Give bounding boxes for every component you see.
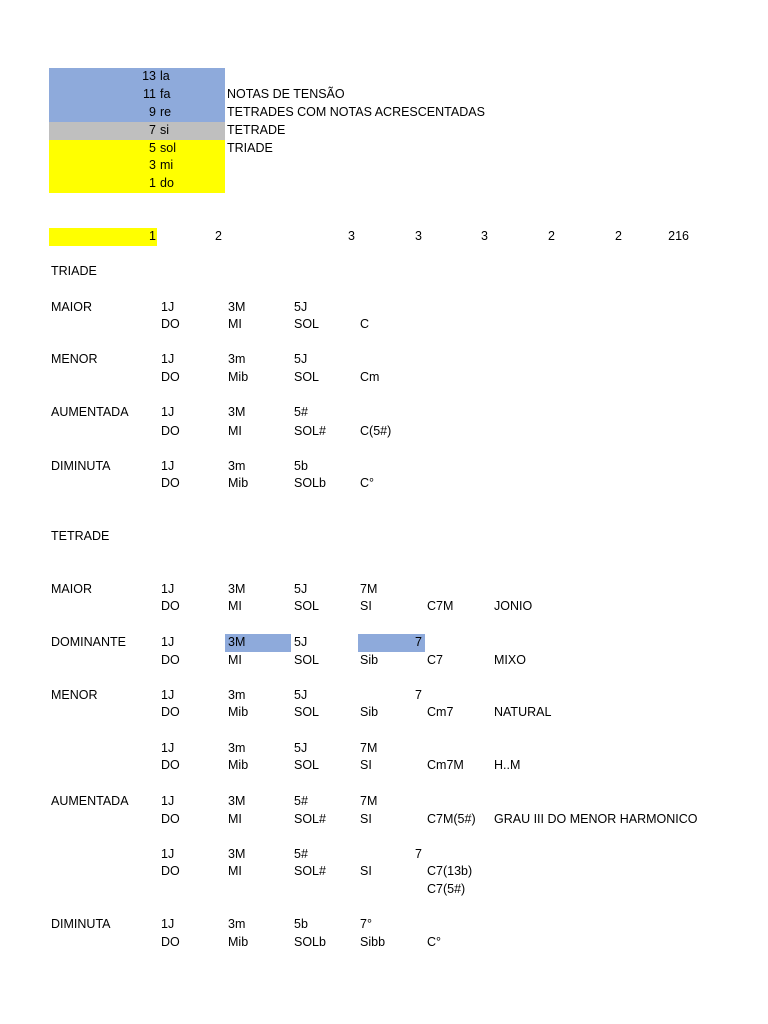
interval-cell: 1J	[161, 352, 175, 366]
number-cell: 1	[149, 229, 156, 243]
note-cell: DO	[161, 599, 180, 613]
chord-name: MAIOR	[51, 582, 92, 596]
interval-cell: 5J	[294, 741, 308, 755]
chord-name: MENOR	[51, 688, 98, 702]
legend-num: 1	[149, 176, 156, 190]
note-cell: DO	[161, 758, 180, 772]
chord-comment: H..M	[494, 758, 521, 772]
interval-cell: 1J	[161, 917, 175, 931]
chord-symbol: C7(13b)	[427, 864, 473, 878]
note-cell: MI	[228, 864, 242, 878]
legend-desc: TETRADES COM NOTAS ACRESCENTADAS	[227, 105, 485, 119]
interval-cell: 1J	[161, 459, 175, 473]
note-cell: DO	[161, 705, 180, 719]
legend-num: 5	[149, 141, 156, 155]
interval-cell: 7	[415, 847, 422, 861]
interval-cell: 3M	[228, 794, 246, 808]
section-heading-triade: TRIADE	[51, 264, 97, 278]
interval-cell: 3M	[228, 582, 246, 596]
chord-symbol: C7	[427, 653, 443, 667]
interval-cell: 5J	[294, 300, 308, 314]
section-heading-tetrade: TETRADE	[51, 529, 110, 543]
legend-num: 11	[143, 87, 156, 101]
note-cell: SOL#	[294, 424, 326, 438]
interval-cell: 3m	[228, 688, 246, 702]
chord-name: AUMENTADA	[51, 405, 129, 419]
chord-name: MAIOR	[51, 300, 92, 314]
number-cell: 2	[615, 229, 622, 243]
interval-cell: 1J	[161, 688, 175, 702]
note-cell: SOL	[294, 370, 320, 384]
interval-cell: 1J	[161, 794, 175, 808]
legend-num: 7	[149, 123, 156, 137]
note-cell: DO	[161, 653, 180, 667]
note-cell: Sib	[360, 653, 379, 667]
note-cell: DO	[161, 370, 180, 384]
note-cell: DO	[161, 317, 180, 331]
chord-symbol: C(5#)	[360, 424, 392, 438]
chord-symbol: Cm7M	[427, 758, 464, 772]
note-cell: SOL	[294, 317, 320, 331]
interval-cell: 7	[415, 688, 422, 702]
chord-comment: MIXO	[494, 653, 526, 667]
interval-cell: 3m	[228, 459, 246, 473]
note-cell: SOLb	[294, 935, 326, 949]
note-cell: Mib	[228, 370, 249, 384]
number-cell: 3	[348, 229, 355, 243]
legend-num: 9	[149, 105, 156, 119]
chord-name: DIMINUTA	[51, 459, 111, 473]
note-cell: SI	[360, 812, 372, 826]
legend-num: 3	[149, 158, 156, 172]
chord-name: DOMINANTE	[51, 635, 126, 649]
chord-comment: JONIO	[494, 599, 533, 613]
number-cell: 3	[481, 229, 488, 243]
note-cell: SOL	[294, 653, 320, 667]
legend-desc: TETRADE	[227, 123, 286, 137]
note-cell: MI	[228, 653, 242, 667]
legend-desc: TRIADE	[227, 141, 273, 155]
legend-note: si	[160, 123, 170, 137]
chord-symbol: Cm7	[427, 705, 454, 719]
note-cell: Mib	[228, 935, 249, 949]
interval-cell: 5#	[294, 405, 308, 419]
note-cell: DO	[161, 935, 180, 949]
chord-name: DIMINUTA	[51, 917, 111, 931]
interval-cell: 1J	[161, 741, 175, 755]
note-cell: SOL	[294, 758, 320, 772]
legend-num: 13	[142, 69, 156, 83]
note-cell: Sib	[360, 705, 379, 719]
note-cell: DO	[161, 812, 180, 826]
chord-name: AUMENTADA	[51, 794, 129, 808]
note-cell: SI	[360, 864, 372, 878]
interval-cell: 7M	[360, 794, 378, 808]
interval-cell: 7M	[360, 582, 378, 596]
note-cell: SOL#	[294, 812, 326, 826]
chord-symbol: C°	[360, 476, 375, 490]
note-cell: DO	[161, 424, 180, 438]
note-cell: SOLb	[294, 476, 326, 490]
legend-note: sol	[160, 141, 176, 155]
chord-comment: NATURAL	[494, 705, 552, 719]
chord-symbol: C7M	[427, 599, 454, 613]
number-cell: 2	[215, 229, 222, 243]
interval-cell: 3m	[228, 917, 246, 931]
interval-cell: 5#	[294, 794, 308, 808]
interval-cell: 5J	[294, 635, 308, 649]
note-cell: Sibb	[360, 935, 386, 949]
interval-cell: 5b	[294, 917, 308, 931]
interval-cell: 1J	[161, 635, 175, 649]
note-cell: MI	[228, 599, 242, 613]
chord-symbol: C7M(5#)	[427, 812, 476, 826]
number-cell: 3	[415, 229, 422, 243]
interval-cell: 3M	[228, 405, 246, 419]
interval-cell: 7M	[360, 741, 378, 755]
interval-cell: 1J	[161, 405, 175, 419]
note-cell: Mib	[228, 705, 249, 719]
chord-name: MENOR	[51, 352, 98, 366]
number-cell: 2	[548, 229, 555, 243]
note-cell: SOL#	[294, 864, 326, 878]
legend-note: re	[160, 105, 172, 119]
note-cell: SI	[360, 758, 372, 772]
note-cell: Mib	[228, 476, 249, 490]
interval-cell: 1J	[161, 847, 175, 861]
legend-note: mi	[160, 158, 174, 172]
interval-cell: 3M	[228, 635, 246, 649]
interval-cell: 5#	[294, 847, 308, 861]
interval-cell: 7	[415, 635, 422, 649]
note-cell: DO	[161, 864, 180, 878]
chord-symbol-alt: C7(5#)	[427, 882, 466, 896]
note-cell: MI	[228, 317, 242, 331]
chord-symbol: Cm	[360, 370, 380, 384]
note-cell: SI	[360, 599, 372, 613]
note-cell: MI	[228, 812, 242, 826]
note-cell: Mib	[228, 758, 249, 772]
interval-cell: 5J	[294, 352, 308, 366]
chord-symbol: C	[360, 317, 370, 331]
interval-cell: 5J	[294, 688, 308, 702]
interval-cell: 3M	[228, 300, 246, 314]
legend-desc: NOTAS DE TENSÃO	[227, 87, 345, 101]
interval-cell: 5J	[294, 582, 308, 596]
note-cell: MI	[228, 424, 242, 438]
legend-note: do	[160, 176, 174, 190]
interval-cell: 1J	[161, 300, 175, 314]
note-cell: SOL	[294, 599, 320, 613]
chord-symbol: C°	[427, 935, 442, 949]
interval-cell: 3M	[228, 847, 246, 861]
interval-cell: 3m	[228, 741, 246, 755]
interval-cell: 3m	[228, 352, 246, 366]
interval-cell: 5b	[294, 459, 308, 473]
interval-cell: 1J	[161, 582, 175, 596]
note-cell: SOL	[294, 705, 320, 719]
interval-cell: 7°	[360, 917, 372, 931]
number-cell: 216	[668, 229, 689, 243]
legend-note: fa	[160, 87, 171, 101]
legend-note: la	[160, 69, 170, 83]
chord-comment: GRAU III DO MENOR HARMONICO	[494, 812, 698, 826]
note-cell: DO	[161, 476, 180, 490]
